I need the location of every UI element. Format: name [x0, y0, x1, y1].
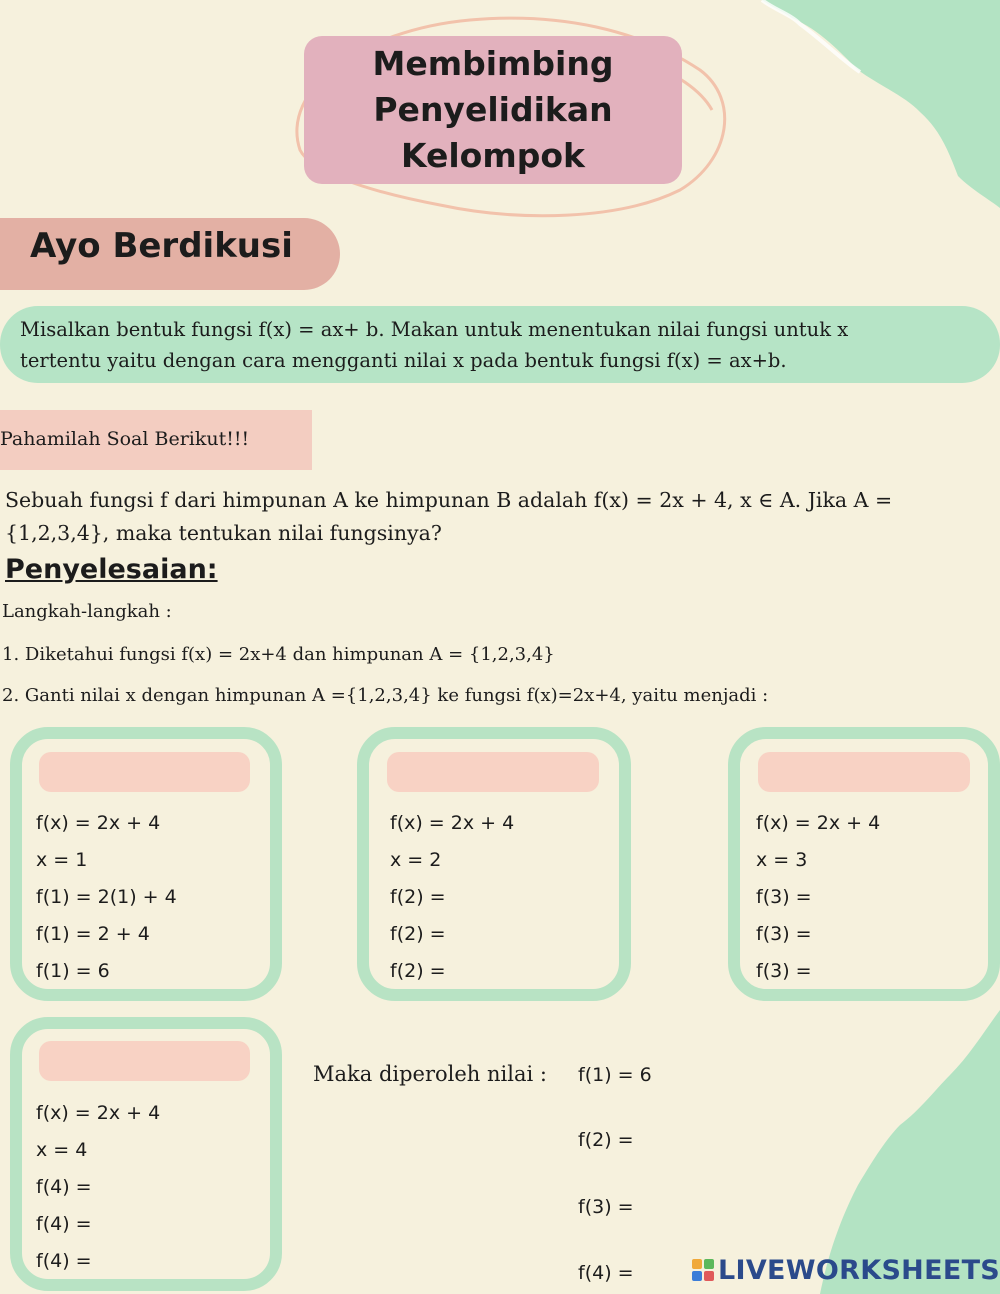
liveworksheets-logo [692, 1252, 1000, 1288]
card-4-line-2: x = 4 [36, 1139, 88, 1161]
card-3-line-4: f(3) = [756, 923, 812, 945]
page-title-line-2: Penyelidikan [373, 90, 613, 129]
result-1: f(1) = 6 [578, 1064, 652, 1086]
result-2: f(2) = [578, 1129, 634, 1151]
step-1: 1. Diketahui fungsi f(x) = 2x+4 dan himpunan A = {1,2,3,4} [2, 644, 555, 665]
calc-card-1 [10, 727, 282, 1001]
card-4-line-1: f(x) = 2x + 4 [36, 1102, 161, 1124]
result-4: f(4) = [578, 1262, 634, 1284]
intro-line-2: tertentu yaitu dengan cara mengganti nilai x pada bentuk fungsi f(x) = ax+b. [20, 349, 787, 372]
card-3-line-1: f(x) = 2x + 4 [756, 812, 881, 834]
page-title-box [304, 36, 682, 184]
card-3-line-2: x = 3 [756, 849, 808, 871]
card-2-line-3: f(2) = [390, 886, 446, 908]
calc-card-2 [357, 727, 631, 1001]
card-2-line-1: f(x) = 2x + 4 [390, 812, 515, 834]
card-4-line-5: f(4) = [36, 1250, 92, 1272]
card-3-line-5: f(3) = [756, 960, 812, 982]
card-2-line-5: f(2) = [390, 960, 446, 982]
problem-statement [5, 484, 990, 550]
top-right-green-blob [762, 0, 1000, 208]
solution-heading: Penyelesaian: [5, 554, 218, 585]
card-4-answer-field[interactable] [39, 1041, 250, 1081]
intro-box [0, 306, 1000, 383]
page-title-line-1: Membimbing [372, 44, 614, 83]
card-3-answer-field[interactable] [758, 752, 970, 792]
card-2-line-4: f(2) = [390, 923, 446, 945]
card-1-line-4: f(1) = 2 + 4 [36, 923, 150, 945]
steps-label: Langkah-langkah : [2, 601, 172, 622]
card-2-answer-field[interactable] [387, 752, 599, 792]
intro-text [20, 314, 980, 376]
card-4-line-4: f(4) = [36, 1213, 92, 1235]
card-3-line-3: f(3) = [756, 886, 812, 908]
result-3: f(3) = [578, 1196, 634, 1218]
card-1-line-2: x = 1 [36, 849, 88, 871]
problem-line-1: Sebuah fungsi f dari himpunan A ke himpunan B adalah f(x) = 2x + 4, x ∈ A. Jika A = [5, 488, 893, 512]
instruction-banner [0, 410, 312, 470]
calc-card-4 [10, 1017, 282, 1291]
page-title [373, 41, 614, 179]
section-heading-banner [0, 218, 340, 290]
step-2: 2. Ganti nilai x dengan himpunan A ={1,2,3,4} ke fungsi f(x)=2x+4, yaitu menjadi : [2, 685, 769, 706]
card-1-line-3: f(1) = 2(1) + 4 [36, 886, 177, 908]
logo-grid-icon [692, 1259, 714, 1281]
card-1-line-5: f(1) = 6 [36, 960, 110, 982]
section-heading: Ayo Berdikusi [30, 226, 293, 266]
calc-card-3 [728, 727, 1000, 1001]
card-4-line-3: f(4) = [36, 1176, 92, 1198]
intro-line-1: Misalkan bentuk fungsi f(x) = ax+ b. Makan untuk menentukan nilai fungsi untuk x [20, 318, 849, 341]
logo-text: LIVEWORKSHEETS [718, 1254, 1000, 1286]
result-label: Maka diperoleh nilai : [313, 1062, 547, 1086]
card-1-answer-field[interactable] [39, 752, 250, 792]
card-2-line-2: x = 2 [390, 849, 442, 871]
instruction-text: Pahamilah Soal Berikut!!! [0, 428, 250, 450]
problem-line-2: {1,2,3,4}, maka tentukan nilai fungsinya? [5, 521, 442, 545]
page-title-line-3: Kelompok [401, 136, 585, 175]
card-1-line-1: f(x) = 2x + 4 [36, 812, 161, 834]
